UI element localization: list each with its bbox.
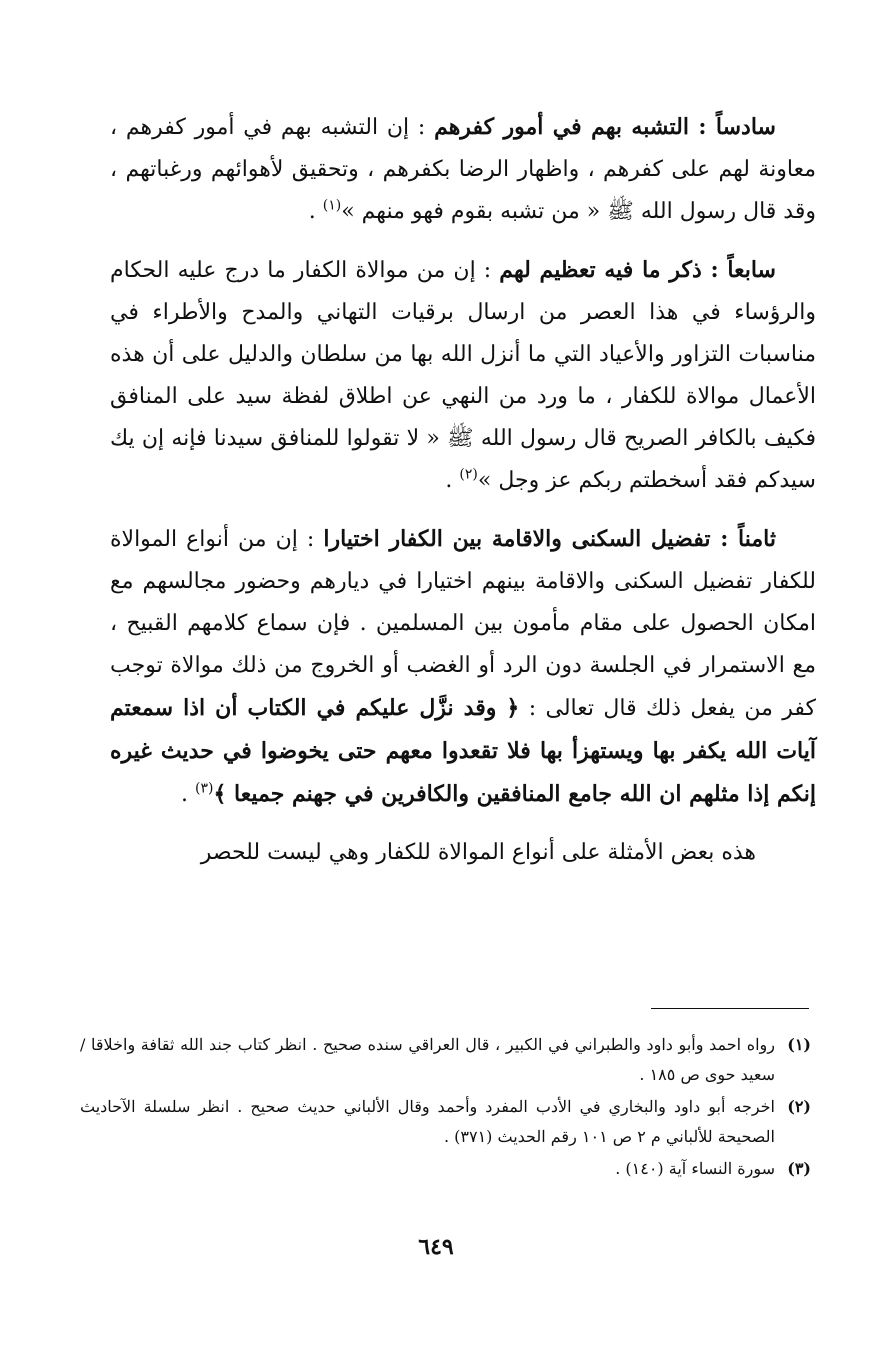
paragraph-heading: سابعاً : ذكر ما فيه تعظيم لهم — [499, 257, 776, 283]
paragraph-end: . — [181, 782, 196, 807]
footnote-number: (٢) — [787, 1097, 811, 1116]
page-number: ٦٤٩ — [418, 1234, 454, 1260]
paragraph-body: هذه بعض الأمثلة على أنواع الموالاة للكفار وهي ليست للحصر — [200, 840, 756, 865]
paragraph-closing — [110, 832, 816, 874]
footnotes — [80, 1030, 811, 1186]
paragraph-seventh — [110, 249, 816, 502]
quran-quote: ﴿ وقد نزَّل عليكم في الكتاب أن اذا سمعتم آيات الله يكفر بها ويستهزأ بها فلا تقعدوا معهم حتى يخوضوا في حديث غيره إنكم إذا مثلهم ان الله جامع المنافقين والكافرين في جهنم جميعا ﴾ — [110, 695, 816, 807]
footnote-text: رواه احمد وأبو داود والطبراني في الكبير ، قال العراقي سنده صحيح . انظر كتاب جند الله ثقافة واخلاقا / سعيد حوى ص ١٨٥ . — [80, 1035, 775, 1084]
footnote-ref: (٢) — [459, 466, 478, 483]
footnote-ref: (١) — [322, 197, 342, 214]
paragraph-eighth — [110, 518, 816, 816]
paragraph-body: : إن من أنواع الموالاة للكفار تفضيل السكنى والاقامة بينهم اختيارا في ديارهم وحضور مجالسهم مع امكان الحصول على مقام مأمون بين المسلمين . فإن سماع كلامهم القبيح ، مع الاستمرار في الجلسة دون الرد أو الغضب أو الخروج من ذلك موالاة توجب كفر من يفعل ذلك قال تعالى : — [110, 527, 816, 721]
main-text — [110, 106, 816, 890]
paragraph-sixth — [110, 106, 816, 233]
footnote-number: (١) — [787, 1035, 811, 1054]
footnote-ref: (٣) — [195, 780, 214, 797]
paragraph-end: . — [308, 199, 323, 224]
footnote-1 — [80, 1030, 811, 1090]
paragraph-end: . — [445, 468, 460, 493]
footnote-text: اخرجه أبو داود والبخاري في الأدب المفرد وأحمد وقال الألباني حديث صحيح . انظر سلسلة الآحاديث الصحيحة للألباني م ٢ ص ١٠١ رقم الحديث (٣٧١) . — [80, 1097, 776, 1146]
footnote-3 — [80, 1154, 811, 1184]
paragraph-heading: ثامناً : تفضيل السكنى والاقامة بين الكفار اختيارا — [323, 526, 776, 552]
footnote-2 — [80, 1092, 811, 1152]
paragraph-heading: سادساً : التشبه بهم في أمور كفرهم — [434, 114, 776, 140]
paragraph-body: : إن من موالاة الكفار ما درج عليه الحكام والرؤساء في هذا العصر من ارسال برقيات التهاني والمدح والأطراء في مناسبات التزاور والأعياد التي ما أنزل الله بها من سلطان والدليل على أن هذه الأعمال موالاة للكفار ، ما ورد من النهي عن اطلاق لفظة سيد على المنافق فكيف بالكافر الصريح قال رسول الله ﷺ « لا تقولوا للمنافق سيدنا فإنه إن يك سيدكم فقد أسخطتم ربكم عز وجل » — [110, 258, 816, 493]
paragraph-body: : إن التشبه بهم في أمور كفرهم ، معاونة لهم على كفرهم ، واظهار الرضا بكفرهم ، وتحقيق لأهوائهم ورغباتهم ، وقد قال رسول الله ﷺ « من تشبه بقوم فهو منهم » — [110, 115, 816, 224]
footnote-text: سورة النساء آية (١٤٠) . — [615, 1159, 775, 1178]
footnote-separator — [651, 1008, 809, 1009]
footnote-number: (٣) — [787, 1159, 811, 1178]
